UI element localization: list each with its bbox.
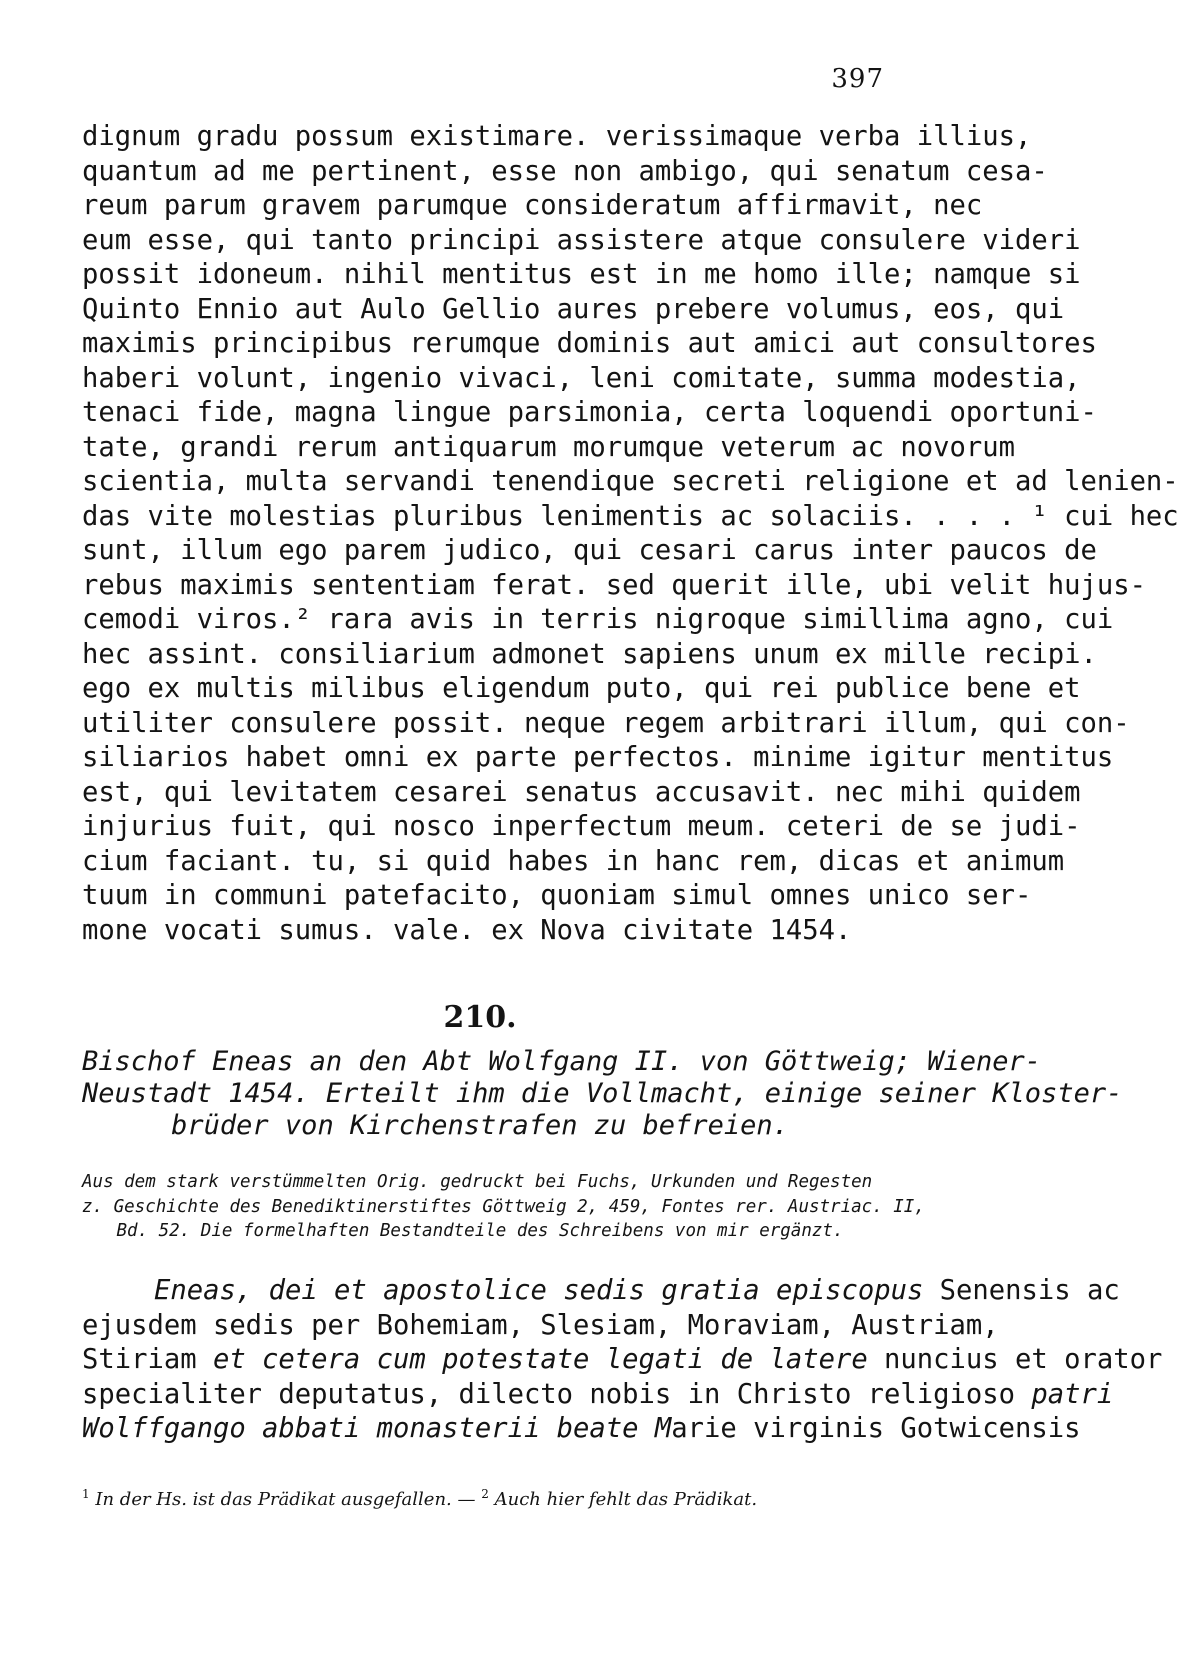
- regest-heading: [82, 1046, 1123, 1142]
- text-line: das vite molestias pluribus lenimentis ac solaciis. . . . ¹ cui hec: [82, 500, 1179, 532]
- letter-text: [82, 1274, 1163, 1447]
- body-text: [82, 120, 1179, 948]
- footnote-text: In der Hs. ist das Prädikat ausgefallen.: [95, 1489, 452, 1510]
- text-line: mone vocati sumus. vale. ex Nova civitate 1454.: [82, 914, 852, 946]
- text-line: haberi volunt, ingenio vivaci, leni comitate, summa modestia,: [82, 362, 1081, 394]
- source-note: [82, 1170, 925, 1244]
- text-line: est, qui levitatem cesarei senatus accusavit. nec mihi quidem: [82, 776, 1081, 808]
- regest-line: Bischof Eneas an den Abt Wolfgang II. von Göttweig; Wiener-: [82, 1046, 1042, 1077]
- text-line: sunt, illum ego parem judico, qui cesari carus inter paucos de: [82, 535, 1097, 566]
- regest-line: Neustadt 1454. Erteilt ihm die Vollmacht, einige seiner Kloster-: [82, 1078, 1123, 1109]
- text-line: siliarios habet omni ex parte perfectos. minime igitur mentitus: [82, 742, 1114, 773]
- text-line: scientia, multa servandi tenendique secreti religione et ad lenien-: [82, 466, 1179, 497]
- letter-text-segment: patri: [1031, 1378, 1114, 1410]
- letter-text-segment: arie virginis Gotwicensis: [671, 1413, 1081, 1444]
- page-number: 397: [831, 64, 884, 94]
- letter-text-segment: Wolffgango abbati monasterii beate M: [82, 1413, 672, 1444]
- text-line: maximis principibus rerumque dominis aut amici aut consultores: [82, 328, 1097, 359]
- footnote-separator: —: [451, 1489, 482, 1510]
- text-line: possit idoneum. nihil mentitus est in me homo ille; namque si: [82, 259, 1081, 290]
- text-line: rebus maximis sententiam ferat. sed querit ille, ubi velit hujus-: [82, 569, 1146, 601]
- text-line: hec assint. consiliarium admonet sapiens unum ex mille recipi.: [82, 638, 1097, 670]
- letter-text-segment: nuncius et orator: [867, 1344, 1163, 1375]
- text-line: quantum ad me pertinent, esse non ambigo, qui senatum cesa-: [82, 155, 1048, 187]
- letter-line: ejusdem sedis per Bohemiam, Slesiam, Moraviam, Austriam,: [82, 1309, 999, 1341]
- text-line: dignum gradu possum existimare. verissimaque verba illius,: [82, 121, 1032, 152]
- text-line: ego ex multis milibus eligendum puto, qui rei publice bene et: [82, 673, 1081, 704]
- footnote-text: Auch hier fehlt das Prädikat.: [494, 1489, 758, 1510]
- text-line: cium faciant. tu, si quid habes in hanc rem, dicas et animum: [82, 845, 1065, 877]
- source-line: Bd. 52. Die formelhaften Bestandteile des Schreibens von mir ergänzt.: [116, 1221, 844, 1241]
- letter-intitulatio: Eneas, dei et apostolice sedis gratia episcopus: [154, 1275, 924, 1306]
- letter-text-segment: Senensis ac: [923, 1275, 1120, 1306]
- footnote-marker: 1: [82, 1487, 90, 1501]
- letter-text-segment: et cetera cum potestate legati de latere: [212, 1344, 868, 1375]
- text-line: reum parum gravem parumque consideratum affirmavit, nec: [82, 190, 983, 221]
- text-line: tenaci fide, magna lingue parsimonia, certa loquendi oportuni-: [82, 397, 1097, 428]
- source-line: Aus dem stark verstümmelten Orig. gedruckt bei Fuchs, Urkunden und Regesten: [82, 1172, 873, 1192]
- letter-text-segment: specialiter deputatus, dilecto nobis in Christo religioso: [82, 1378, 1032, 1410]
- text-line: injurius fuit, qui nosco inperfectum meum. ceteri de se judi-: [82, 811, 1081, 842]
- text-line: tuum in communi patefacito, quoniam simul omnes unico ser-: [82, 880, 1032, 911]
- text-line: eum esse, qui tanto principi assistere atque consulere videri: [82, 224, 1081, 256]
- source-line: z. Geschichte des Benediktinerstiftes Göttweig 2, 459, Fontes rer. Austriac. II,: [82, 1196, 925, 1217]
- text-line: cemodi viros.² rara avis in terris nigroque simillima agno, cui: [82, 604, 1114, 635]
- text-line: utiliter consulere possit. neque regem arbitrari illum, qui con-: [82, 707, 1130, 739]
- footnotes: [82, 1488, 878, 1512]
- letter-text-segment: Stiriam: [82, 1344, 213, 1375]
- text-line: tate, grandi rerum antiquarum morumque veterum ac novorum: [82, 431, 1015, 463]
- regest-line: brüder von Kirchenstrafen zu befreien.: [171, 1110, 789, 1141]
- text-line: Quinto Ennio aut Aulo Gellio aures prebere volumus, eos, qui: [82, 293, 1065, 325]
- document-number: 210.: [443, 1000, 517, 1035]
- footnote-marker: 2: [481, 1487, 489, 1501]
